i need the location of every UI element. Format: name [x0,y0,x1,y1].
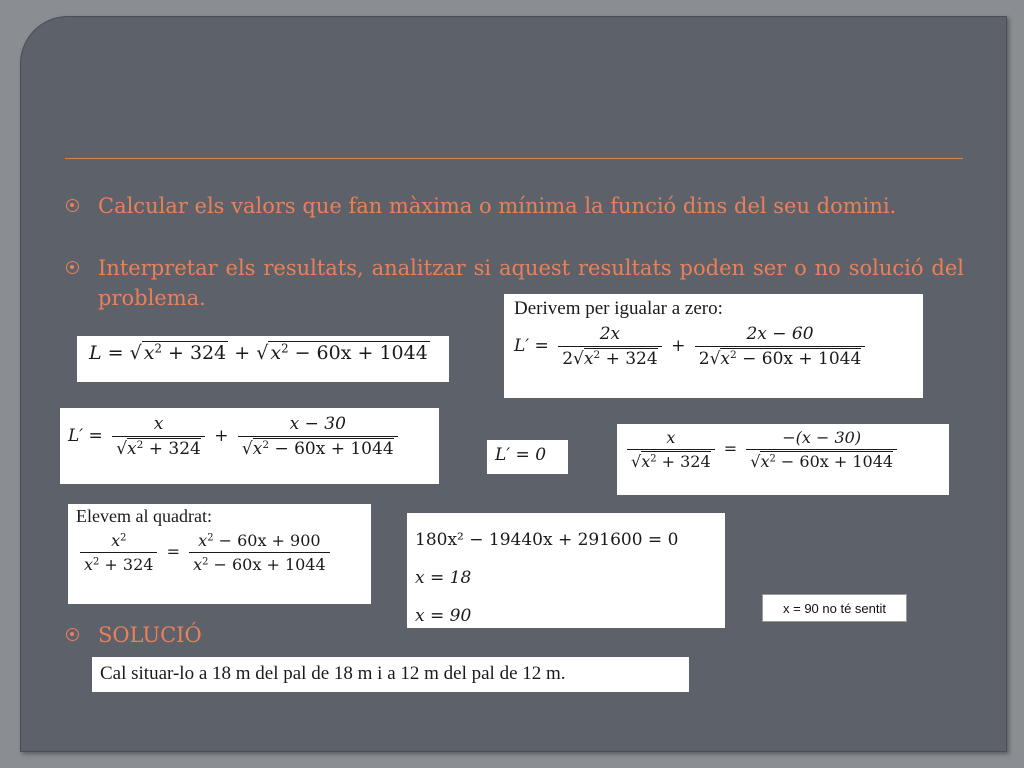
solution-x-90: x = 90 [415,606,472,626]
bullet-marker-icon [66,628,79,641]
fraction: $\frac{x}{√x^2 + 324}$ [112,414,205,459]
bullet-marker-icon [66,261,79,274]
equation-square-both-sides: Elevem al quadrat: $\frac{x^2}{x^2 + 324}$ = $\frac{x^2 - 60x + 900}{x^2 - 60x + 1044}$ [68,504,371,604]
quadratic-equation: 180x² − 19440x + 291600 = 0 [415,530,679,550]
equation-fraction-equality: $\frac{x}{√x^2 + 324}$ = $\frac{-(x - 30)}{√x^2 - 60x + 1044}$ [617,424,949,495]
bullet-item [66,620,366,652]
bullet-text: Interpretar els resultats, analitzar si aquest resultats poden ser o no solució del problema. [98,256,964,310]
derivative-title: Derivem per igualar a zero: [514,298,723,319]
fraction: $\frac{x - 30}{√x^2 - 60x + 1044}$ [238,414,398,459]
fraction: $\frac{2x}{2√x^2 + 324}$ [558,324,661,369]
solution-x-18: x = 18 [415,568,472,588]
bullet-marker-icon [66,199,79,212]
equation-set-zero: L′ = 0 [487,440,568,474]
equation-derivative: Derivem per igualar a zero: L′ = $\frac{2x}{2√x^2 + 324}$ + $\frac{2x - 60}{2√x^2 - 60x + 1044}$ [504,294,923,398]
sqrt-term: √ $x^2 + 324$ [129,341,227,364]
bullet-item [66,191,964,251]
bullet-text: Calcular els valors que fan màxima o mínima la funció dins del seu domini. [98,194,897,218]
title-underline [65,158,963,159]
fraction: $\frac{x}{√x^2 + 324}$ [627,428,715,471]
equation-simplified-derivative: L′ = $\frac{x}{√x^2 + 324}$ + $\frac{x - 30}{√x^2 - 60x + 1044}$ [60,408,439,484]
note-x90-invalid: x = 90 no té sentit [762,594,907,622]
sqrt-term: √ $x^2 - 60x + 1044$ [256,341,428,364]
equation-quadratic-solutions [407,513,725,628]
fraction: $\frac{x^2}{x^2 + 324}$ [80,531,157,574]
fraction: $\frac{x^2 - 60x + 900}{x^2 - 60x + 1044}$ [189,531,330,574]
bullet-text: SOLUCIÓ [98,623,202,647]
fraction: $\frac{2x - 60}{2√x^2 - 60x + 1044}$ [695,324,866,369]
conclusion-text: Cal situar-lo a 18 m del pal de 18 m i a 12 m del pal de 12 m. [92,657,689,692]
fraction: $\frac{-(x - 30)}{√x^2 - 60x + 1044}$ [746,428,897,471]
equation-length-function: L = √ $x^2 + 324$ + √ $x^2 - 60x + 1044$ [77,336,449,382]
square-title: Elevem al quadrat: [76,506,212,526]
